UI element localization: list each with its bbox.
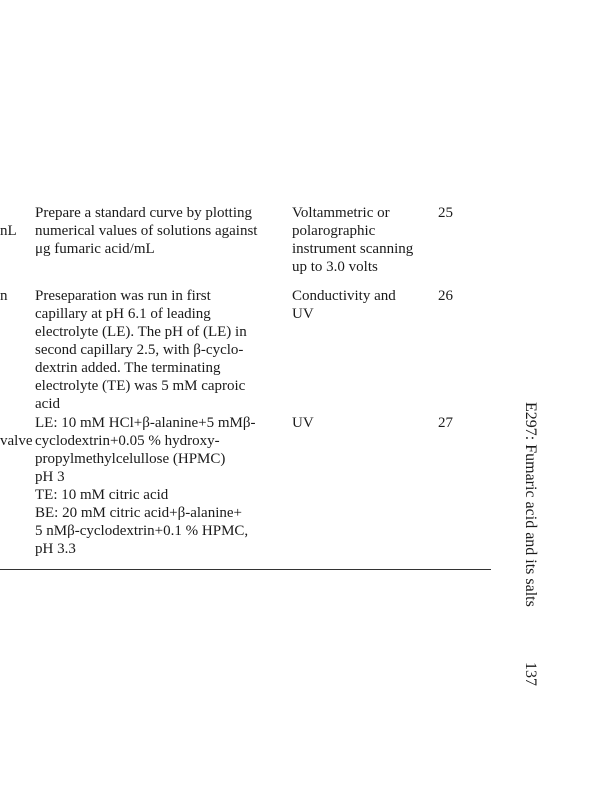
row3-reference: 27 [438, 415, 453, 431]
row2-procedure: Preseparation was run in first capillary at pH 6.1 of leading electrolyte (LE). The pH of (LE) in second capillary 2.5, with β-cyclo- dextrin added. The terminating electrolyte (TE) was 5 mM caproic acid [35, 288, 247, 412]
row3-cut-text: valve [0, 433, 33, 449]
row3-procedure: LE: 10 mM HCl+β-alanine+5 mMβ- cyclodextrin+0.05 % hydroxy- propylmethylcelullose (HPMC) pH 3 TE: 10 mM citric acid BE: 20 mM citric acid+β-alanine+ 5 nMβ-cyclodextrin+0.1 % HPMC, pH 3.3 [35, 415, 256, 557]
row2-detection: Conductivity and UV [292, 288, 396, 322]
row2-cut-text: n [0, 288, 8, 304]
row1-reference: 25 [438, 205, 453, 221]
row3-detection: UV [292, 415, 314, 431]
table-bottom-rule [0, 569, 491, 570]
row1-cut-text: nL [0, 223, 17, 239]
running-header [521, 402, 539, 686]
row1-detection: Voltammetric or polarographic instrument scanning up to 3.0 volts [292, 205, 414, 275]
row1-procedure: Prepare a standard curve by plotting numerical values of solutions against μg fumaric acid/mL [35, 205, 258, 257]
running-header-title: E297: Fumaric acid and its salts [522, 402, 539, 607]
row2-reference: 26 [438, 288, 453, 304]
page-number: 137 [522, 662, 539, 686]
